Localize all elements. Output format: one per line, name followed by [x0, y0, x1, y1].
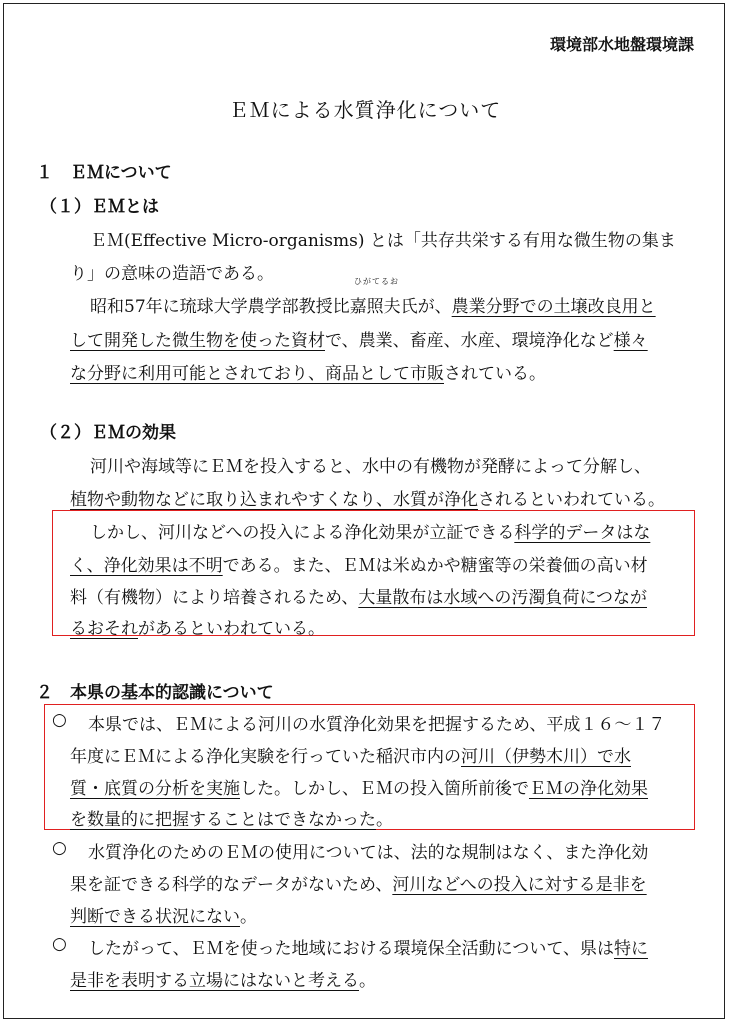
sub1-para1-line2: り」の意味の造語である。	[70, 264, 274, 284]
sub2-para2-line3: 料（有機物）により培養されるため、大量散布は水域への汚濁負荷につなが	[70, 588, 647, 608]
underline-text: 是非を表明する立場にはないと考える	[70, 971, 359, 991]
underline-text: 質・底質の分析を実施	[70, 779, 240, 799]
bullet2-line1: 水質浄化のためのＥＭの使用については、法的な規制はなく、また浄化効	[88, 843, 649, 863]
sub2-para2-line1: しかし、河川などへの投入による浄化効果が立証できる科学的データはな	[90, 523, 651, 543]
bullet-circle: ○	[52, 838, 67, 858]
sub1-para2-line2: して開発した微生物を使った資材で、農業、畜産、水産、環境浄化など様々	[70, 331, 648, 351]
sub1-para2-line1: 昭和57年に琉球大学農学部教授比嘉照夫氏が、農業分野での土壌改良用と	[90, 297, 656, 317]
underline-text: 特に	[613, 939, 648, 959]
section1-heading: １ ＥＭについて	[36, 163, 172, 183]
bullet3-line1: したがって、ＥＭを使った地域における環境保全活動について、県は特に	[88, 939, 648, 959]
sub1-para1-line1: ＥＭ(Effective Micro-organisms) とは「共存共栄する有用な微生物の集ま	[90, 231, 676, 251]
underline-text: な分野に利用可能とされており、商品として市販	[70, 364, 444, 384]
section1-sub1-heading: （１）ＥＭとは	[40, 197, 159, 217]
underline-text: して開発した微生物を使った資材	[70, 331, 325, 351]
underline-text: 農業分野での土壌改良用と	[451, 297, 656, 317]
sub2-para2-line2: く、浄化効果は不明である。また、ＥＭは米ぬかや糖蜜等の栄養価の高い材	[70, 556, 648, 576]
department-label: 環境部水地盤環境課	[549, 35, 694, 54]
bullet1-line3: 質・底質の分析を実施した。しかし、ＥＭの投入箇所前後でＥＭの浄化効果	[70, 779, 648, 799]
underline-text: 河川（伊勢木川）で水	[461, 747, 631, 767]
bullet1-line1: 本県では、ＥＭによる河川の水質浄化効果を把握するため、平成１６～１７	[88, 715, 666, 735]
underline-text: 様々	[613, 331, 648, 351]
document-title: ＥＭによる水質浄化について	[228, 98, 502, 122]
bullet1-line4: を数量的に把握することはできなかった。	[70, 810, 393, 830]
bullet-circle: ○	[52, 710, 67, 730]
underline-text: るおそれ	[70, 619, 138, 639]
section1-sub2-heading: （２）ＥＭの効果	[40, 423, 176, 443]
bullet-circle: ○	[52, 934, 67, 954]
bullet3-line2: 是非を表明する立場にはないと考える。	[70, 971, 376, 991]
underline-text: 河川などへの投入に対する是非を	[392, 875, 647, 895]
sub2-para2-line4: るおそれがあるといわれている。	[70, 619, 325, 639]
underline-text: 植物や動物などに取り込まれやすくなり、水質が浄化	[70, 490, 478, 510]
bullet2-line2: 果を証できる科学的なデータがないため、河川などへの投入に対する是非を	[70, 875, 647, 895]
sub1-para2-line3: な分野に利用可能とされており、商品として市販されている。	[70, 364, 546, 384]
section2-heading: ２ 本県の基本的認識について	[36, 683, 274, 703]
underline-text: ＥＭの浄化効果	[529, 779, 648, 799]
underline-text: く、浄化効果は不明	[70, 556, 223, 576]
underline-text: 科学的データはな	[514, 523, 651, 543]
bullet2-line3: 判断できる状況にない。	[70, 907, 257, 927]
underline-text: 大量散布は水域への汚濁負荷につなが	[358, 588, 647, 608]
sub2-para1-line2: 植物や動物などに取り込まれやすくなり、水質が浄化されるといわれている。	[70, 490, 665, 510]
furigana-higateruo: ひがてるお	[354, 277, 399, 286]
bullet1-line2: 年度にＥＭによる浄化実験を行っていた稲沢市内の河川（伊勢木川）で水	[70, 747, 631, 767]
underline-text: を数量的に把握することはできなかった	[70, 810, 376, 830]
sub2-para1-line1: 河川や海域等にＥＭを投入すると、水中の有機物が発酵によって分解し、	[90, 457, 651, 477]
underline-text: 判断できる状況にない	[70, 907, 240, 927]
